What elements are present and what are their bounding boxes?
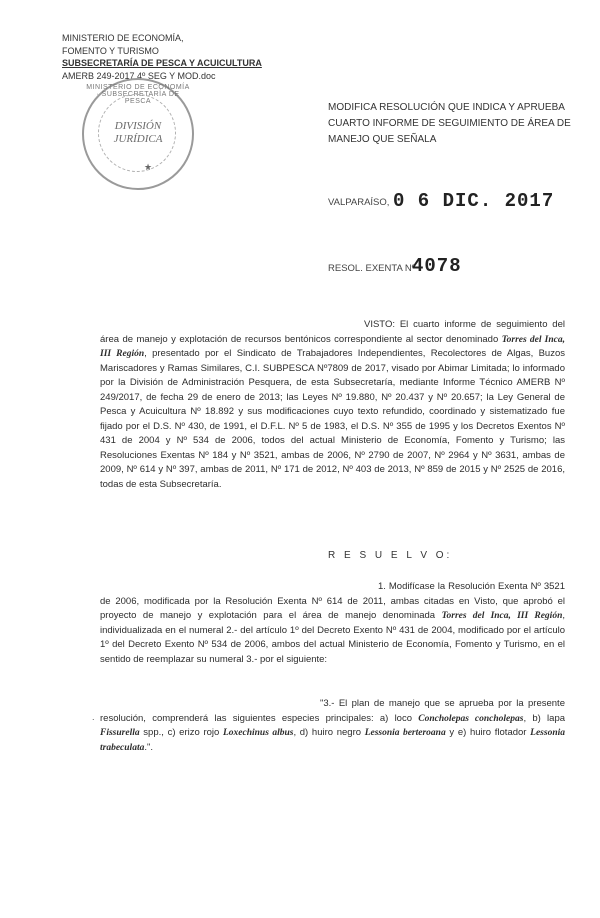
quote-text-5: y e) huiro flotador bbox=[445, 727, 531, 738]
stamp-center-text bbox=[84, 120, 192, 146]
visto-text-2: , presentado por el Sindicato de Trabajadores Independientes, Recolectores de Algas, Buzos Mariscadores y Ramas Similares, C.I. SUBPESCA Nº7809 de 2017, visado por Abimar Limitada; lo informado por la División de Administración Pesquera, de esta Subsecretaría, mediante Informe Técnico AMERB Nº 249/2017, de fecha 29 de enero de 2013; las Leyes Nº 19.880, Nº 20.437 y Nº 20.657; la Ley General de Pesca y Acuicultura Nº 18.892 y sus modificaciones cuyo texto refundido, coordinado y sistematizado fue fijado por el D.S. Nº 430, de 1991, el D.F.L. Nº 5 de 1983, el D.S. Nº 355 de 1995 y los Decretos Exentos Nº 431 de 2004 y Nº 534 de 2006, todos del actual Ministerio de Economía, Fomento y Turismo; las Resoluciones Exentas Nº 184 y Nº 3521, ambas de 2006, Nº 2790 de 2007, Nº 2964 y Nº 3631, ambas de 2009, Nº 614 y Nº 397, ambas de 2011, Nº 171 de 2012, Nº 403 de 2013, Nº 859 de 2015 y Nº 2525 de 2016, todas de esta Subsecretaría. bbox=[100, 348, 565, 490]
species-lessonia-berteroana: Lessonia berteroana bbox=[364, 728, 446, 738]
quote-text-4: , d) huiro negro bbox=[293, 727, 365, 738]
place-label: VALPARAÍSO, bbox=[328, 197, 390, 208]
visto-paragraph bbox=[100, 318, 565, 492]
quote-text-3: spp., c) erizo rojo bbox=[139, 727, 223, 738]
header-line-fomento: FOMENTO Y TURISMO bbox=[62, 45, 159, 56]
species-loxechinus: Loxechinus albus bbox=[222, 728, 294, 738]
visto-label: VISTO: bbox=[364, 319, 395, 330]
resolution-number: 4078 bbox=[412, 255, 462, 277]
species-fissurella: Fissurella bbox=[100, 728, 140, 738]
stamp-ring-text: MINISTERIO DE ECONOMÍA · SUBSECRETARÍA DE PESCA bbox=[86, 84, 190, 105]
article-1-sector-name: Torres del Inca, III Región bbox=[441, 611, 563, 621]
stamp-center-line2: JURÍDICA bbox=[113, 133, 163, 145]
resolution-subject: MODIFICA RESOLUCIÓN QUE INDICA Y APRUEBA CUARTO INFORME DE SEGUIMIENTO DE ÁREA DE MANEJO QUE SEÑALA bbox=[328, 102, 571, 145]
quote-text-2: , b) lapa bbox=[523, 712, 566, 724]
numeral-3-quote bbox=[100, 697, 565, 755]
header-line-ministry: MINISTERIO DE ECONOMÍA, bbox=[62, 33, 184, 43]
quote-text-6: .". bbox=[144, 741, 153, 753]
stamp-star-icon: ★ bbox=[144, 162, 153, 172]
article-1-text-1: 1. Modifícase la Resolución Exenta Nº 3521 de 2006, modificada por la Resolución Exenta Nº 614 de 2011, ambas citadas en Visto, que aprobó el proyecto de manejo y explotación para el área de manejo denominada bbox=[100, 581, 565, 621]
stamp-center-line1: DIVISIÓN bbox=[114, 120, 162, 132]
ministry-header bbox=[62, 32, 262, 82]
visto-text-1: El cuarto informe de seguimiento del área de manejo y explotación de recursos bentónicos correspondiente al sector denominado bbox=[100, 319, 565, 345]
date-stamp: 0 6 DIC. 2017 bbox=[393, 190, 555, 212]
quote-text-1: "3.- El plan de manejo que se aprueba por la presente resolución, comprenderá las siguientes especies principales: a) loco bbox=[100, 698, 565, 724]
article-1-paragraph bbox=[100, 580, 565, 667]
species-lessonia-trabeculata: Lessonia trabeculata bbox=[100, 728, 565, 753]
resolution-label: RESOL. EXENTA Nº bbox=[328, 263, 416, 274]
visto-sector-name: Torres del Inca, III Región bbox=[100, 334, 565, 359]
species-concholepas: Concholepas concholepas bbox=[418, 713, 524, 724]
article-1-text-2: , individualizada en el numeral 2.- del artículo 1º del Decreto Exento Nº 431 de 2004, modificado por el artículo 1º del Decreto Exento Nº 534 de 2006, ambos del actual Ministerio de Economía, Fomento y Turismo, en el sentido de reemplazar su numeral 3.- por el siguiente: bbox=[100, 610, 565, 665]
resuelvo-heading: R E S U E L V O: bbox=[328, 550, 453, 561]
division-juridica-stamp bbox=[82, 78, 194, 190]
margin-mark: . bbox=[92, 712, 95, 722]
header-line-file: AMERB 249-2017 4º SEG Y MOD.doc bbox=[62, 70, 216, 81]
header-line-subsecretaria: SUBSECRETARÍA DE PESCA Y ACUICULTURA bbox=[62, 58, 262, 68]
